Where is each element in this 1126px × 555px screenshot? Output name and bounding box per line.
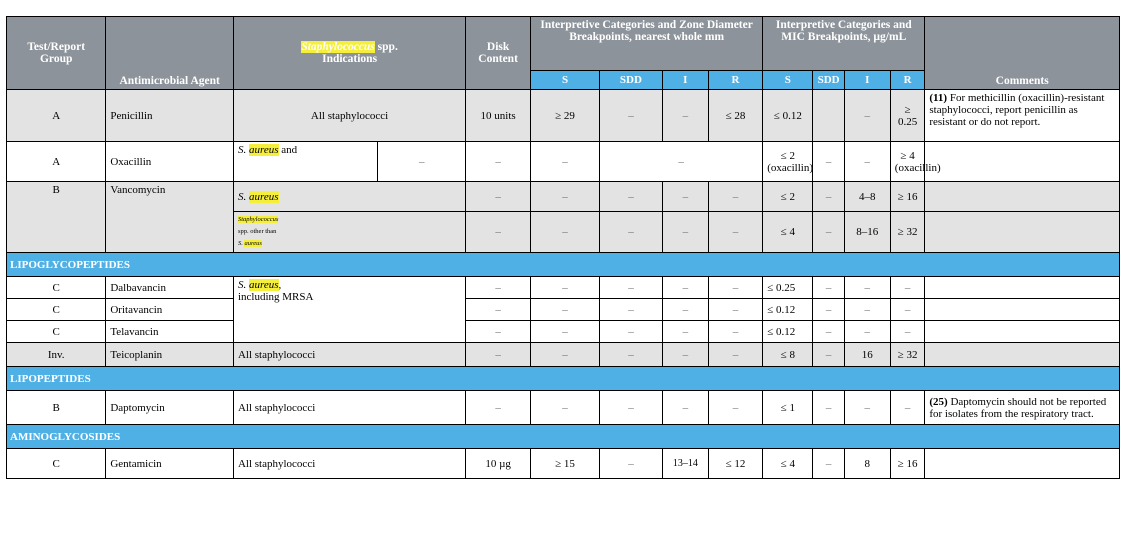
zone-sdd-cell: – bbox=[600, 277, 663, 299]
indication-cell: All staphylococci bbox=[233, 391, 465, 425]
zone-i-cell: – bbox=[662, 321, 708, 343]
disk-cell: – bbox=[466, 277, 531, 299]
zone-s-cell: – bbox=[531, 299, 600, 321]
mic-cat-s: S bbox=[763, 71, 813, 90]
table-row-dalbavancin bbox=[7, 277, 1120, 299]
zone-i-cell: 13–14 bbox=[662, 449, 708, 479]
agent-cell: Telavancin bbox=[106, 321, 234, 343]
col-header-test-report-group: Test/Report Group bbox=[7, 17, 106, 90]
mic-sdd-cell: – bbox=[813, 142, 844, 182]
organism-highlight: aureus bbox=[248, 144, 279, 156]
mic-s-cell: ≤ 2 bbox=[763, 182, 813, 212]
mic-i-cell: – bbox=[844, 321, 890, 343]
zone-r-cell: ≤ 28 bbox=[708, 90, 762, 142]
mic-sdd-cell bbox=[813, 90, 844, 142]
organism-line2: including MRSA bbox=[237, 291, 314, 303]
zone-cat-sdd: SDD bbox=[600, 71, 663, 90]
zone-s-cell: – bbox=[531, 321, 600, 343]
col-header-indications bbox=[233, 17, 465, 90]
mic-cat-r: R bbox=[890, 71, 925, 90]
mic-r-cell: ≥ 16 bbox=[890, 182, 925, 212]
mic-sdd-cell: – bbox=[813, 343, 844, 367]
zone-s-cell: ≥ 29 bbox=[531, 90, 600, 142]
mic-r-cell: ≥ 0.25 bbox=[890, 90, 925, 142]
organism-line3-highlight: aureus bbox=[244, 240, 262, 247]
zone-i-cell: – bbox=[662, 212, 708, 253]
section-header-lipopeptides bbox=[7, 367, 1120, 391]
agent-cell: Vancomycin bbox=[106, 182, 234, 253]
zone-cat-s: S bbox=[531, 71, 600, 90]
zone-r-cell: – bbox=[708, 182, 762, 212]
comment-ref: (25) bbox=[929, 395, 948, 408]
comment-text: For methicillin (oxacillin)-resistant staphylococci, report penicillin as resistant or do not report. bbox=[929, 92, 1105, 128]
zone-r-cell: – bbox=[708, 212, 762, 253]
comment-cell bbox=[925, 299, 1120, 321]
comment-cell bbox=[925, 277, 1120, 299]
indication-cell: All staphylococci bbox=[233, 90, 465, 142]
disk-cell: – bbox=[466, 321, 531, 343]
zone-i-cell: – bbox=[662, 299, 708, 321]
table-row-oritavancin bbox=[7, 299, 1120, 321]
disk-cell: 10 µg bbox=[466, 449, 531, 479]
mic-sdd-cell: – bbox=[813, 182, 844, 212]
table-row-teicoplanin bbox=[7, 343, 1120, 367]
col-header-mic: Interpretive Categories and MIC Breakpoints, µg/mL bbox=[763, 17, 925, 71]
zone-i-cell: – bbox=[662, 343, 708, 367]
comment-cell bbox=[925, 212, 1120, 253]
organism-line3-prefix: S. bbox=[237, 240, 245, 247]
mic-s-cell: ≤ 0.25 bbox=[763, 277, 813, 299]
col-header-antimicrobial-agent: Antimicrobial Agent bbox=[106, 17, 234, 90]
zone-s-cell: ≥ 15 bbox=[531, 449, 600, 479]
indications-header-highlight: Staphylococcus bbox=[301, 41, 375, 53]
zone-i-cell: – bbox=[662, 182, 708, 212]
indication-other-cell: – bbox=[378, 142, 466, 182]
indication-cell: All staphylococci bbox=[233, 343, 465, 367]
disk-cell: 10 units bbox=[466, 90, 531, 142]
comment-cell bbox=[925, 182, 1120, 212]
section-header-aminoglycosides bbox=[7, 425, 1120, 449]
mic-s-note: (oxacillin) bbox=[767, 161, 814, 174]
col-header-disk-content: Disk Content bbox=[466, 17, 531, 90]
comment-cell bbox=[925, 343, 1120, 367]
zone-sdd-cell: – bbox=[600, 142, 763, 182]
zone-sdd-cell: – bbox=[600, 90, 663, 142]
mic-sdd-cell: – bbox=[813, 391, 844, 425]
mic-s-cell: ≤ 0.12 bbox=[763, 90, 813, 142]
mic-r-cell bbox=[890, 142, 941, 182]
comment-cell bbox=[925, 391, 1120, 425]
organism-prefix: S. bbox=[237, 279, 249, 291]
group-cell: C bbox=[7, 321, 106, 343]
breakpoint-table-container bbox=[6, 16, 1120, 479]
disk-cell: – bbox=[466, 391, 531, 425]
zone-s-cell: – bbox=[531, 343, 600, 367]
indication-cell bbox=[233, 182, 465, 212]
agent-cell: Teicoplanin bbox=[106, 343, 234, 367]
mic-sdd-cell: – bbox=[813, 212, 844, 253]
mic-i-cell: – bbox=[844, 142, 890, 182]
zone-sdd-cell: – bbox=[600, 449, 663, 479]
zone-r-cell: – bbox=[708, 391, 762, 425]
zone-r-cell: – bbox=[708, 299, 762, 321]
mic-i-cell: – bbox=[844, 299, 890, 321]
mic-sdd-cell: – bbox=[813, 299, 844, 321]
mic-i-cell: 8 bbox=[844, 449, 890, 479]
zone-i-cell: – bbox=[662, 391, 708, 425]
mic-r-note: (oxacillin) bbox=[894, 161, 941, 174]
group-cell: C bbox=[7, 299, 106, 321]
mic-r-cell: – bbox=[890, 391, 925, 425]
section-label: LIPOPEPTIDES bbox=[7, 367, 1120, 391]
group-cell: C bbox=[7, 277, 106, 299]
organism-prefix: S. bbox=[237, 190, 249, 203]
section-label: LIPOGLYCOPEPTIDES bbox=[7, 253, 1120, 277]
organism-highlight: aureus bbox=[248, 279, 279, 291]
zone-sdd-cell: – bbox=[600, 391, 663, 425]
disk-cell: – bbox=[466, 212, 531, 253]
comment-ref: (11) bbox=[929, 92, 948, 104]
col-header-comments: Comments bbox=[925, 17, 1120, 90]
mic-s-cell: ≤ 4 bbox=[763, 212, 813, 253]
comment-text: Daptomycin should not be reported for isolates from the respiratory tract. bbox=[929, 395, 1107, 420]
table-row-gentamicin bbox=[7, 449, 1120, 479]
agent-cell: Gentamicin bbox=[106, 449, 234, 479]
table-row-telavancin bbox=[7, 321, 1120, 343]
agent-cell: Penicillin bbox=[106, 90, 234, 142]
mic-sdd-cell: – bbox=[813, 449, 844, 479]
zone-cat-r: R bbox=[708, 71, 762, 90]
comment-cell bbox=[925, 90, 1120, 142]
table-row-oxacillin bbox=[7, 142, 1120, 182]
table-row-vancomycin-aureus bbox=[7, 182, 1120, 212]
zone-sdd-cell: – bbox=[600, 343, 663, 367]
mic-s-cell: ≤ 1 bbox=[763, 391, 813, 425]
zone-s-cell: – bbox=[531, 391, 600, 425]
comment-cell bbox=[925, 321, 1120, 343]
col-header-zone-diameter: Interpretive Categories and Zone Diameter Breakpoints, nearest whole mm bbox=[531, 17, 763, 71]
mic-s-cell: ≤ 8 bbox=[763, 343, 813, 367]
comment-cell bbox=[925, 449, 1120, 479]
mic-i-cell: – bbox=[844, 391, 890, 425]
indications-header-line2: Indications bbox=[322, 53, 378, 65]
group-cell: B bbox=[7, 391, 106, 425]
zone-s-cell: – bbox=[531, 212, 600, 253]
group-cell: A bbox=[7, 90, 106, 142]
zone-r-cell: ≤ 12 bbox=[708, 449, 762, 479]
organism-tail: and bbox=[278, 144, 298, 156]
mic-cat-i: I bbox=[844, 71, 890, 90]
disk-cell: – bbox=[466, 299, 531, 321]
zone-i-cell: – bbox=[662, 90, 708, 142]
indication-cell: All staphylococci bbox=[233, 449, 465, 479]
zone-s-cell: – bbox=[531, 277, 600, 299]
indication-cell bbox=[233, 277, 465, 343]
zone-s-cell: – bbox=[531, 142, 600, 182]
group-cell: B bbox=[7, 182, 106, 253]
indication-cell bbox=[233, 212, 465, 253]
agent-cell: Oxacillin bbox=[106, 142, 234, 182]
table-row-penicillin bbox=[7, 90, 1120, 142]
zone-sdd-cell: – bbox=[600, 212, 663, 253]
zone-sdd-cell: – bbox=[600, 321, 663, 343]
organism-highlight: aureus bbox=[248, 190, 279, 203]
zone-r-cell: – bbox=[708, 343, 762, 367]
mic-r-cell: ≥ 32 bbox=[890, 343, 925, 367]
zone-cat-i: I bbox=[662, 71, 708, 90]
organism-prefix: S. bbox=[237, 144, 249, 156]
organism-highlight: Staphylococcus bbox=[237, 216, 279, 223]
mic-i-cell: – bbox=[844, 90, 890, 142]
mic-s-cell: ≤ 0.12 bbox=[763, 299, 813, 321]
mic-r-value: ≥ 4 bbox=[900, 149, 915, 162]
mic-i-cell: – bbox=[844, 277, 890, 299]
indication-cell bbox=[233, 142, 377, 182]
mic-sdd-cell: – bbox=[813, 321, 844, 343]
agent-cell: Oritavancin bbox=[106, 299, 234, 321]
mic-i-cell: 4–8 bbox=[844, 182, 890, 212]
zone-r-cell: – bbox=[708, 277, 762, 299]
agent-cell: Dalbavancin bbox=[106, 277, 234, 299]
mic-s-value: ≤ 2 bbox=[780, 149, 795, 162]
zone-s-cell: – bbox=[531, 182, 600, 212]
organism-tail: , bbox=[278, 279, 282, 291]
section-label: AMINOGLYCOSIDES bbox=[7, 425, 1120, 449]
mic-s-cell bbox=[763, 142, 813, 182]
zone-sdd-cell: – bbox=[600, 182, 663, 212]
mic-s-cell: ≤ 0.12 bbox=[763, 321, 813, 343]
zone-sdd-cell: – bbox=[600, 299, 663, 321]
disk-cell: – bbox=[466, 343, 531, 367]
disk-cell: – bbox=[466, 182, 531, 212]
group-cell: C bbox=[7, 449, 106, 479]
mic-r-cell: – bbox=[890, 277, 925, 299]
mic-r-cell: ≥ 16 bbox=[890, 449, 925, 479]
mic-sdd-cell: – bbox=[813, 277, 844, 299]
mic-i-cell: 8–16 bbox=[844, 212, 890, 253]
mic-cat-sdd: SDD bbox=[813, 71, 844, 90]
group-cell: Inv. bbox=[7, 343, 106, 367]
section-header-lipoglycopeptides bbox=[7, 253, 1120, 277]
mic-i-cell: 16 bbox=[844, 343, 890, 367]
disk-cell: – bbox=[466, 142, 531, 182]
mic-s-cell: ≤ 4 bbox=[763, 449, 813, 479]
agent-cell: Daptomycin bbox=[106, 391, 234, 425]
organism-line2: spp. other than bbox=[237, 228, 277, 235]
mic-r-cell: ≥ 32 bbox=[890, 212, 925, 253]
zone-r-cell: – bbox=[708, 321, 762, 343]
breakpoint-table bbox=[6, 16, 1120, 479]
mic-r-cell: – bbox=[890, 321, 925, 343]
mic-r-cell: – bbox=[890, 299, 925, 321]
zone-i-cell: – bbox=[662, 277, 708, 299]
comment-cell bbox=[925, 142, 1120, 182]
group-cell: A bbox=[7, 142, 106, 182]
indications-header-rest: spp. bbox=[374, 41, 398, 53]
table-row-daptomycin bbox=[7, 391, 1120, 425]
